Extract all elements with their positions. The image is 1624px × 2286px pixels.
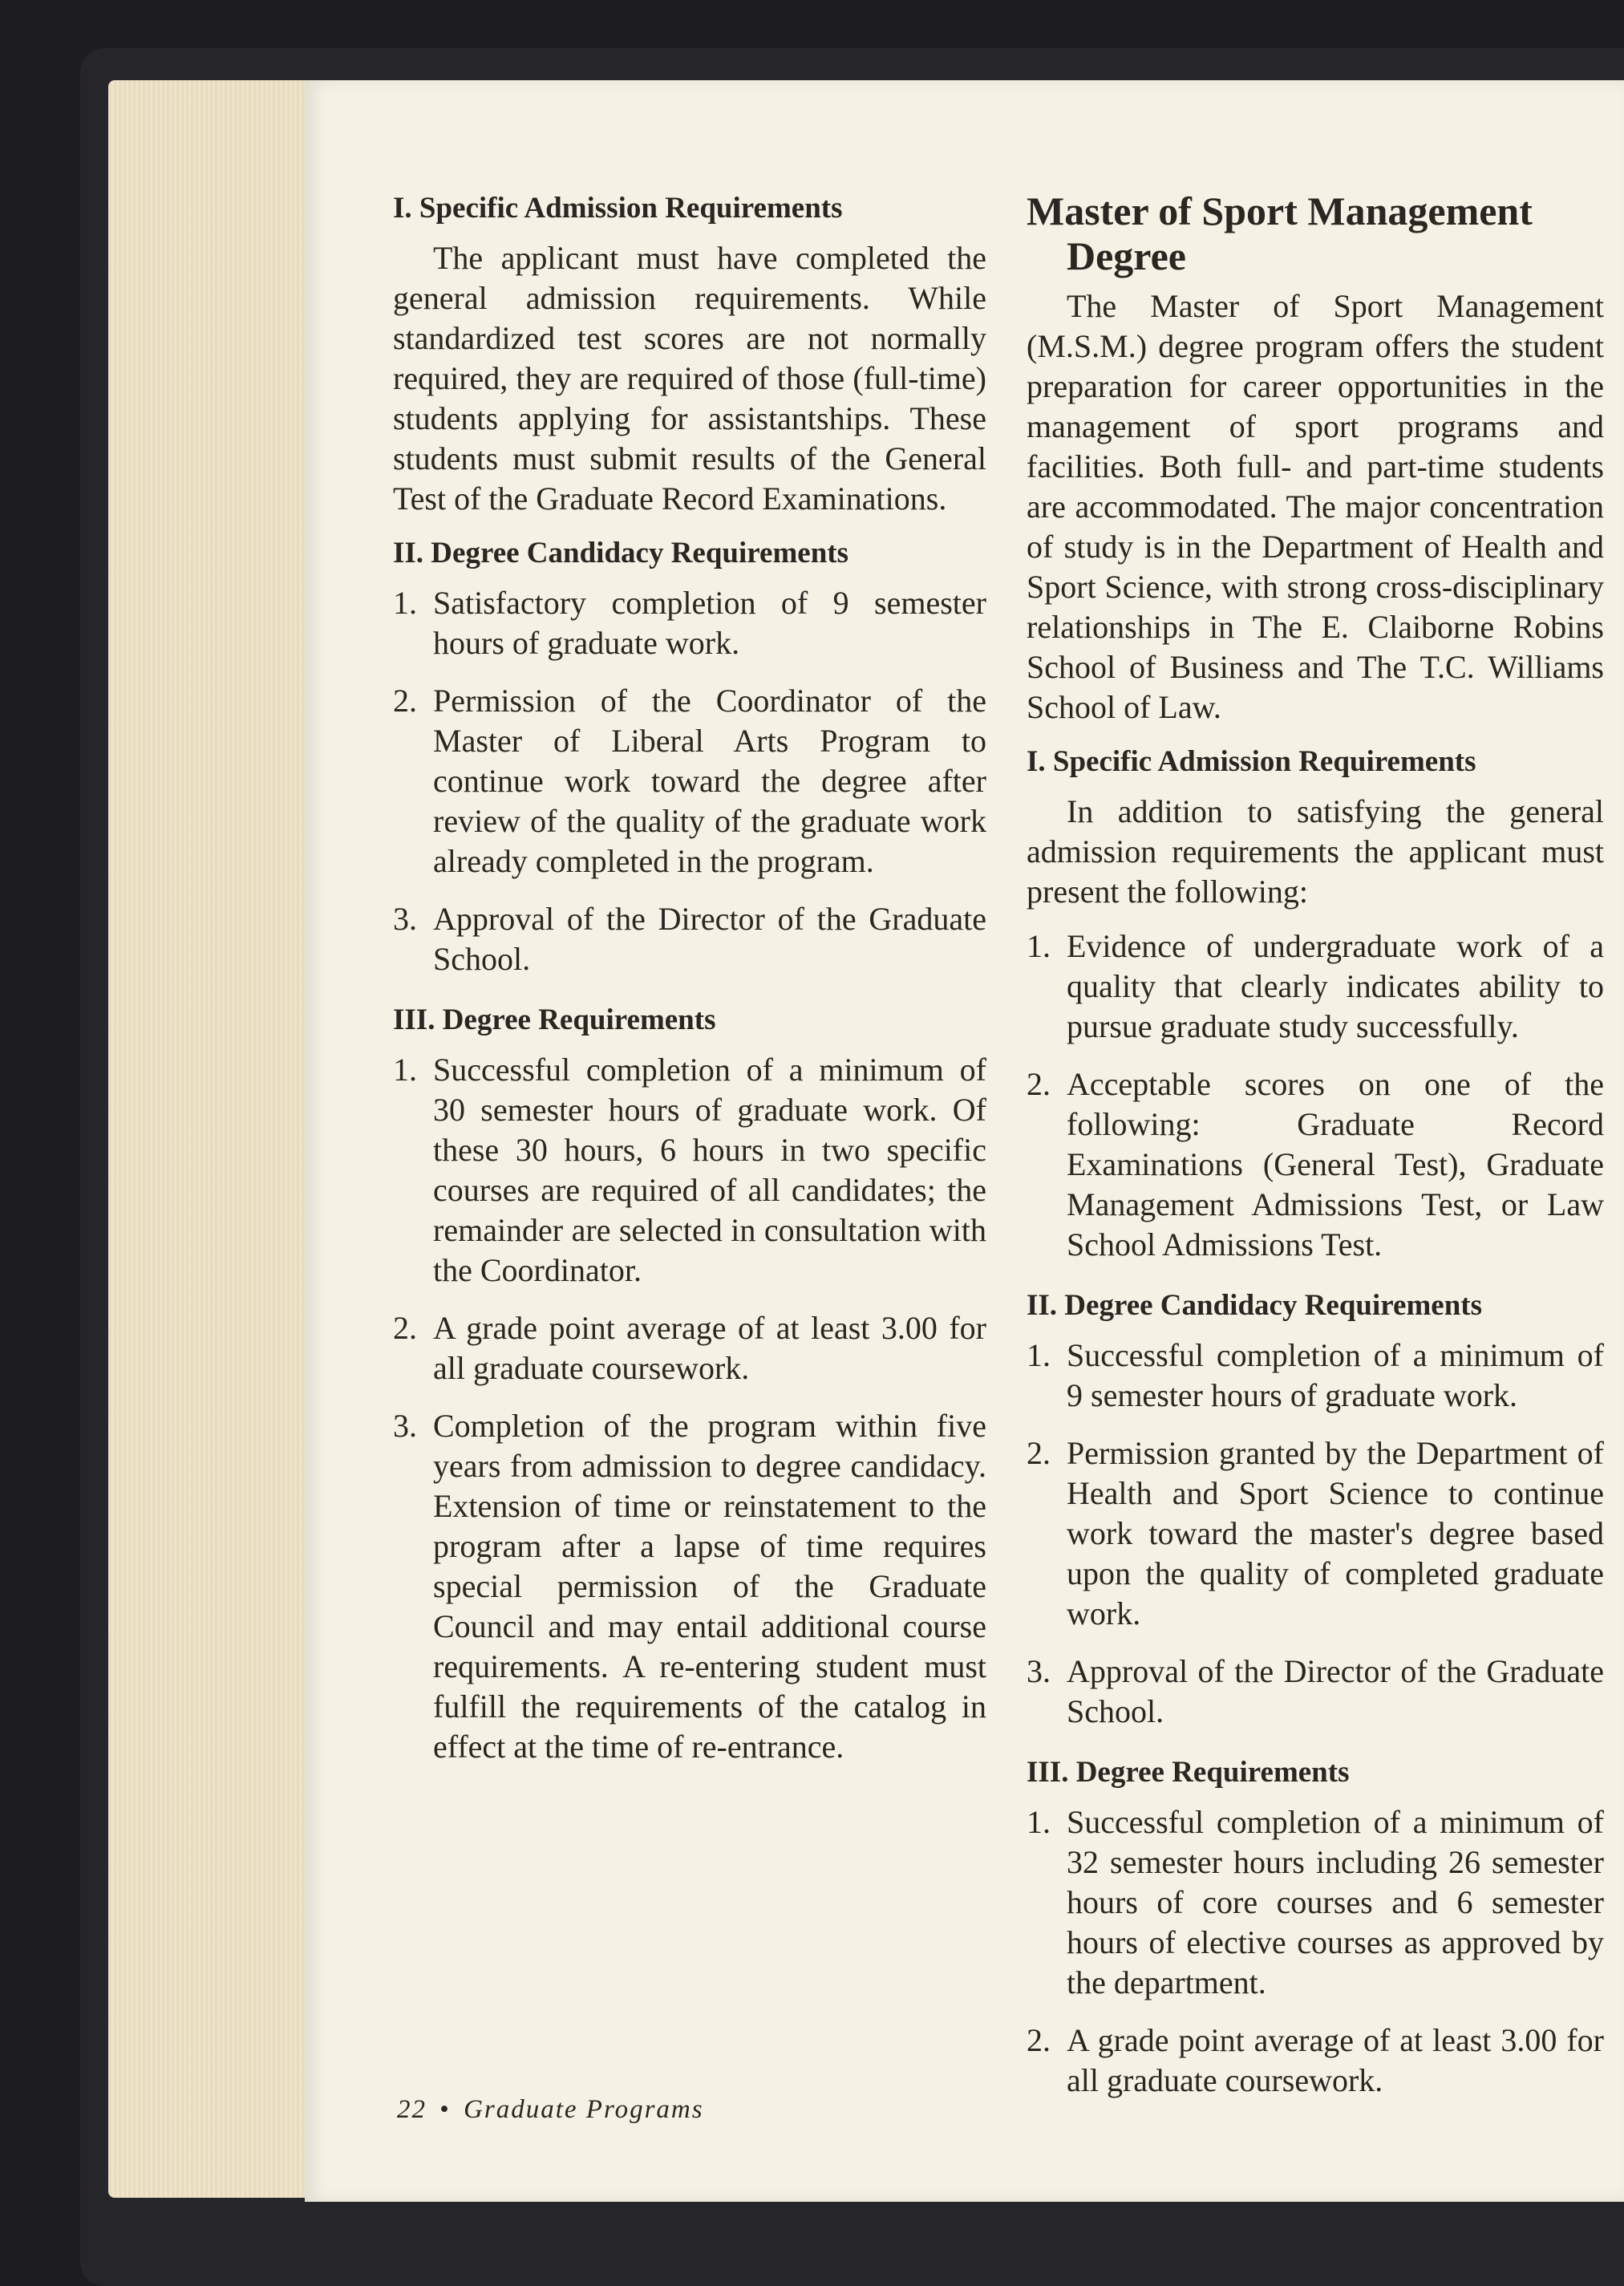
list-item: [1027, 1336, 1604, 1416]
list-number: 3.: [1027, 1653, 1051, 1689]
list-item: [393, 1308, 986, 1388]
numbered-list: [1027, 1336, 1604, 1732]
list-text: A grade point average of at least 3.00 for all graduate coursework.: [433, 1310, 986, 1386]
page-edges: [108, 80, 317, 2198]
list-number: 3.: [393, 1408, 417, 1444]
list-item: [1027, 1802, 1604, 2003]
list-number: 2.: [1027, 1066, 1051, 1102]
list-number: 2.: [1027, 1435, 1051, 1471]
list-item: [393, 681, 986, 882]
list-number: 1.: [1027, 1804, 1051, 1840]
list-number: 2.: [393, 683, 417, 719]
list-number: 2.: [393, 1310, 417, 1346]
title-line-1: Master of Sport Management: [1027, 188, 1533, 233]
list-text: A grade point average of at least 3.00 for all graduate coursework.: [1067, 2022, 1604, 2098]
section-heading: I. Specific Admission Requirements: [1027, 745, 1476, 778]
list-item: [1027, 1433, 1604, 1634]
list-item: [393, 583, 986, 663]
list-item: [393, 1050, 986, 1291]
list-number: 1.: [393, 1052, 417, 1088]
numbered-list: [393, 1050, 986, 1767]
numbered-list: [1027, 1802, 1604, 2101]
list-item: [1027, 1652, 1604, 1732]
section-heading: III. Degree Requirements: [1027, 1756, 1350, 1789]
list-text: Completion of the program within five years from admission to degree candidacy. Extension of time or reinstatement to the program after a lapse of time requires special permission of the Graduate Council and may entail additional course requirements. A re-entering student must fulfill the requirements of the catalog in effect at the time of re-entrance.: [433, 1408, 986, 1765]
section-heading: III. Degree Requirements: [393, 1003, 716, 1036]
list-item: [393, 899, 986, 979]
list-number: 1.: [393, 585, 417, 621]
page-title: [1027, 188, 1604, 278]
footer-section-name: Graduate Programs: [464, 2095, 704, 2124]
title-line-2: Degree: [1067, 233, 1186, 278]
list-number: 1.: [1027, 1337, 1051, 1373]
footer-bullet: •: [439, 2095, 451, 2124]
section-heading: II. Degree Candidacy Requirements: [1027, 1289, 1482, 1322]
list-text: Successful completion of a minimum of 30 semester hours of graduate work. Of these 30 hours, 6 hours in two specific courses are required of all candidates; the remainder are selected in consultation with the Coordinator.: [433, 1052, 986, 1288]
list-item: [1027, 926, 1604, 1047]
list-text: Successful completion of a minimum of 32 semester hours including 26 semester hours of core courses and 6 semester hours of elective courses as approved by the department.: [1067, 1804, 1604, 2000]
list-text: Approval of the Director of the Graduate School.: [1067, 1653, 1604, 1729]
numbered-list: [1027, 926, 1604, 1265]
section-heading: I. Specific Admission Requirements: [393, 192, 843, 225]
list-text: Evidence of undergraduate work of a quality that clearly indicates ability to pursue graduate study successfully.: [1067, 928, 1604, 1044]
list-number: 2.: [1027, 2022, 1051, 2058]
list-text: Permission of the Coordinator of the Master of Liberal Arts Program to continue work toward the degree after review of the quality of the graduate work already completed in the program.: [433, 683, 986, 879]
list-text: Acceptable scores on one of the following: Graduate Record Examinations (General Test), Graduate Management Admissions Test, or Law School Admissions Test.: [1067, 1066, 1604, 1263]
intro-paragraph: The Master of Sport Management (M.S.M.) degree program offers the student preparation for career opportunities in the management of sport programs and facilities. Both full- and part-time students are accommodated. The major concentration of study is in the Department of Health and Sport Science, with strong cross-disciplinary relationships in The E. Claiborne Robins School of Business and The T.C. Williams School of Law.: [1027, 288, 1604, 725]
paragraph: In addition to satisfying the general admission requirements the applicant must present the following:: [1027, 793, 1604, 910]
left-column: [393, 188, 986, 1788]
paragraph: The applicant must have completed the general admission requirements. While standardized test scores are not normally required, they are required of those (full-time) students applying for assistantships. These students must submit results of the General Test of the Graduate Record Examinations.: [393, 240, 986, 517]
page-number: 22: [397, 2095, 427, 2124]
page-footer: [397, 2095, 704, 2125]
right-column: [1027, 188, 1604, 2122]
list-item: [1027, 1064, 1604, 1265]
list-text: Permission granted by the Department of Health and Sport Science to continue work toward the master's degree based upon the quality of completed graduate work.: [1067, 1435, 1604, 1631]
list-number: 3.: [393, 901, 417, 937]
list-number: 1.: [1027, 928, 1051, 964]
list-text: Successful completion of a minimum of 9 semester hours of graduate work.: [1067, 1337, 1604, 1413]
section-heading: II. Degree Candidacy Requirements: [393, 537, 848, 569]
list-text: Approval of the Director of the Graduate School.: [433, 901, 986, 977]
list-item: [393, 1406, 986, 1767]
numbered-list: [393, 583, 986, 979]
list-text: Satisfactory completion of 9 semester hours of graduate work.: [433, 585, 986, 661]
list-item: [1027, 2021, 1604, 2101]
